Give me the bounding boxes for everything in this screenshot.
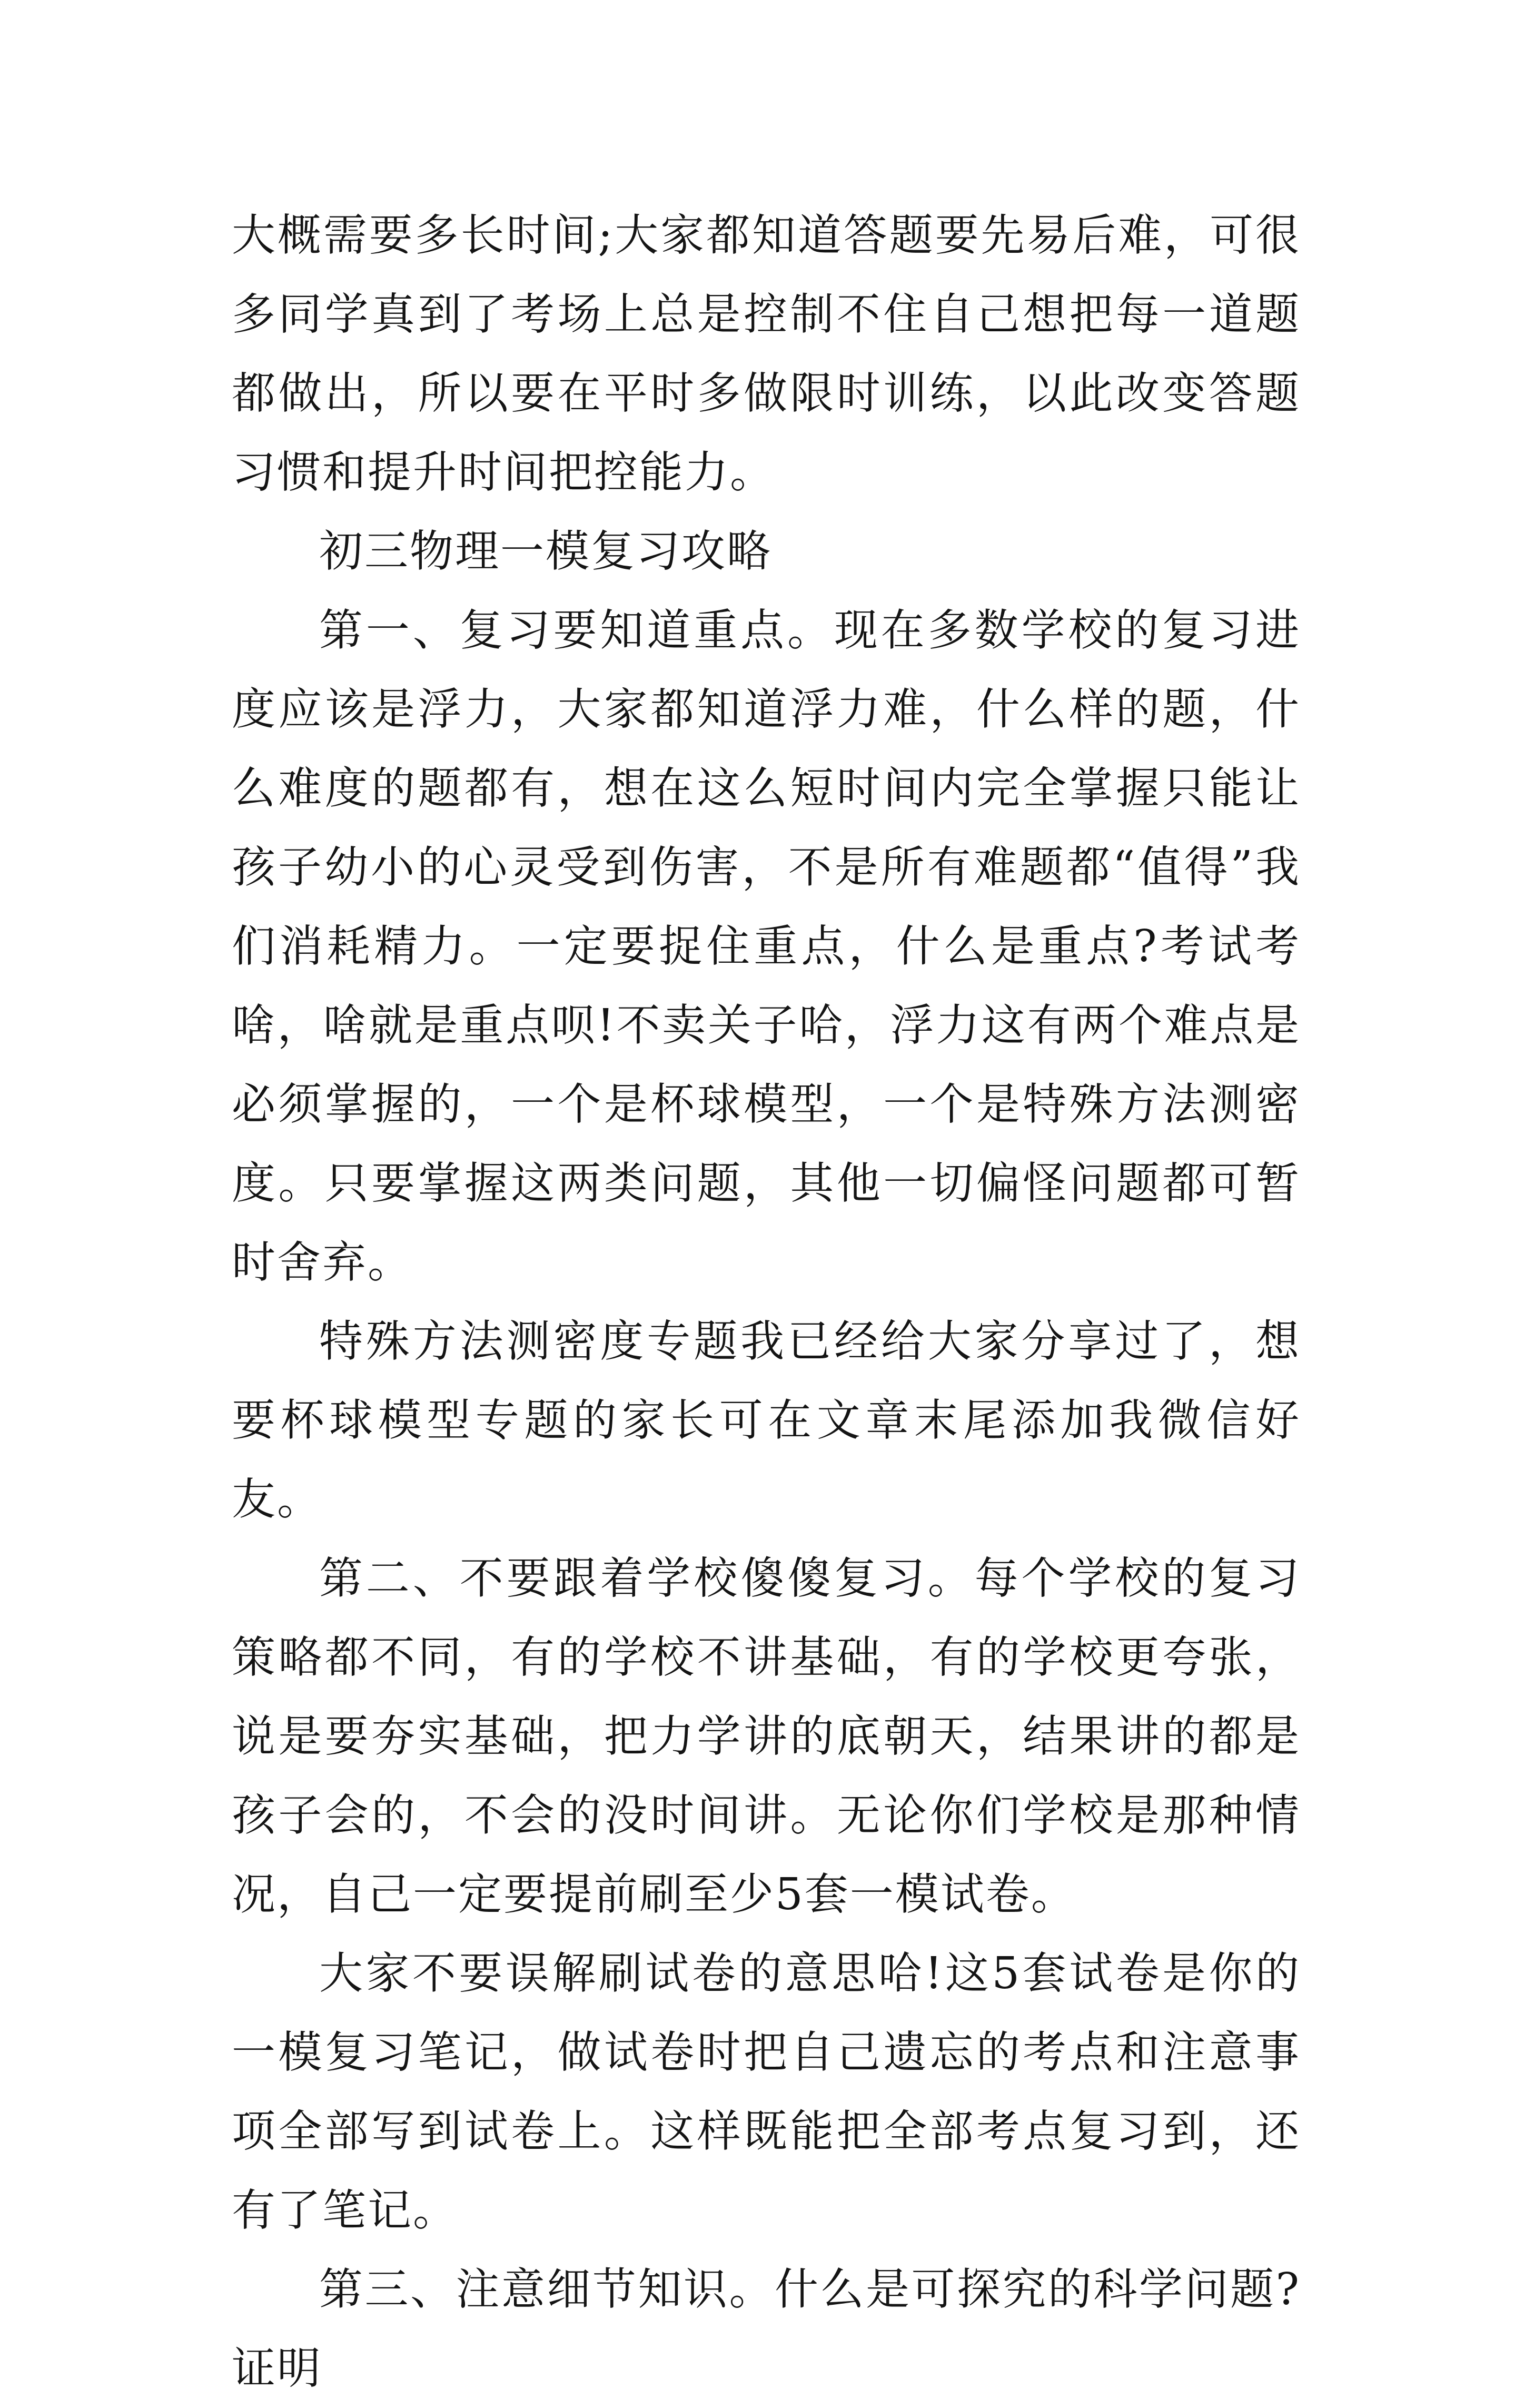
paragraph-exam-papers: 大家不要误解刷试卷的意思哈!这5套试卷是你的一模复习笔记，做试卷时把自己遗忘的考点和注意事项全部写到试卷上。这样既能把全部考点复习到，还有了笔记。 (232, 1948, 1301, 2236)
paragraph-key-points: 第一、复习要知道重点。现在多数学校的复习进度应该是浮力，大家都知道浮力难，什么样的题，什么难度的题都有，想在这么短时间内完全掌握只能让孩子幼小的心灵受到伤害，不是所有难题都“值得”我们消耗精力。一定要捉住重点，什么是重点?考试考啥，啥就是重点呗!不卖关子哈，浮力这有两个难点是必须掌握的，一个是杯球模型，一个是特殊方法测密度。只要掌握这两类问题，其他一切偏怪问题都可暂时舍弃。 (232, 605, 1301, 1288)
paragraph-time-control: 大概需要多长时间;大家都知道答题要先易后难，可很多同学真到了考场上总是控制不住自己想把每一道题都做出，所以要在平时多做限时训练，以此改变答题习惯和提升时间把控能力。 (232, 210, 1301, 498)
paragraph-review-strategy: 第二、不要跟着学校傻傻复习。每个学校的复习策略都不同，有的学校不讲基础，有的学校更夸张，说是要夯实基础，把力学讲的底朝天，结果讲的都是孩子会的，不会的没时间讲。无论你们学校是那种情况，自己一定要提前刷至少5套一模试卷。 (232, 1553, 1301, 1920)
document-body (232, 196, 1301, 2408)
paragraph-density-topic: 特殊方法测密度专题我已经给大家分享过了，想要杯球模型专题的家长可在文章末尾添加我微信好友。 (232, 1316, 1301, 1525)
paragraph-details: 第三、注意细节知识。什么是可探究的科学问题?证明 (232, 2264, 1301, 2394)
section-heading: 初三物理一模复习攻略 (319, 526, 772, 577)
